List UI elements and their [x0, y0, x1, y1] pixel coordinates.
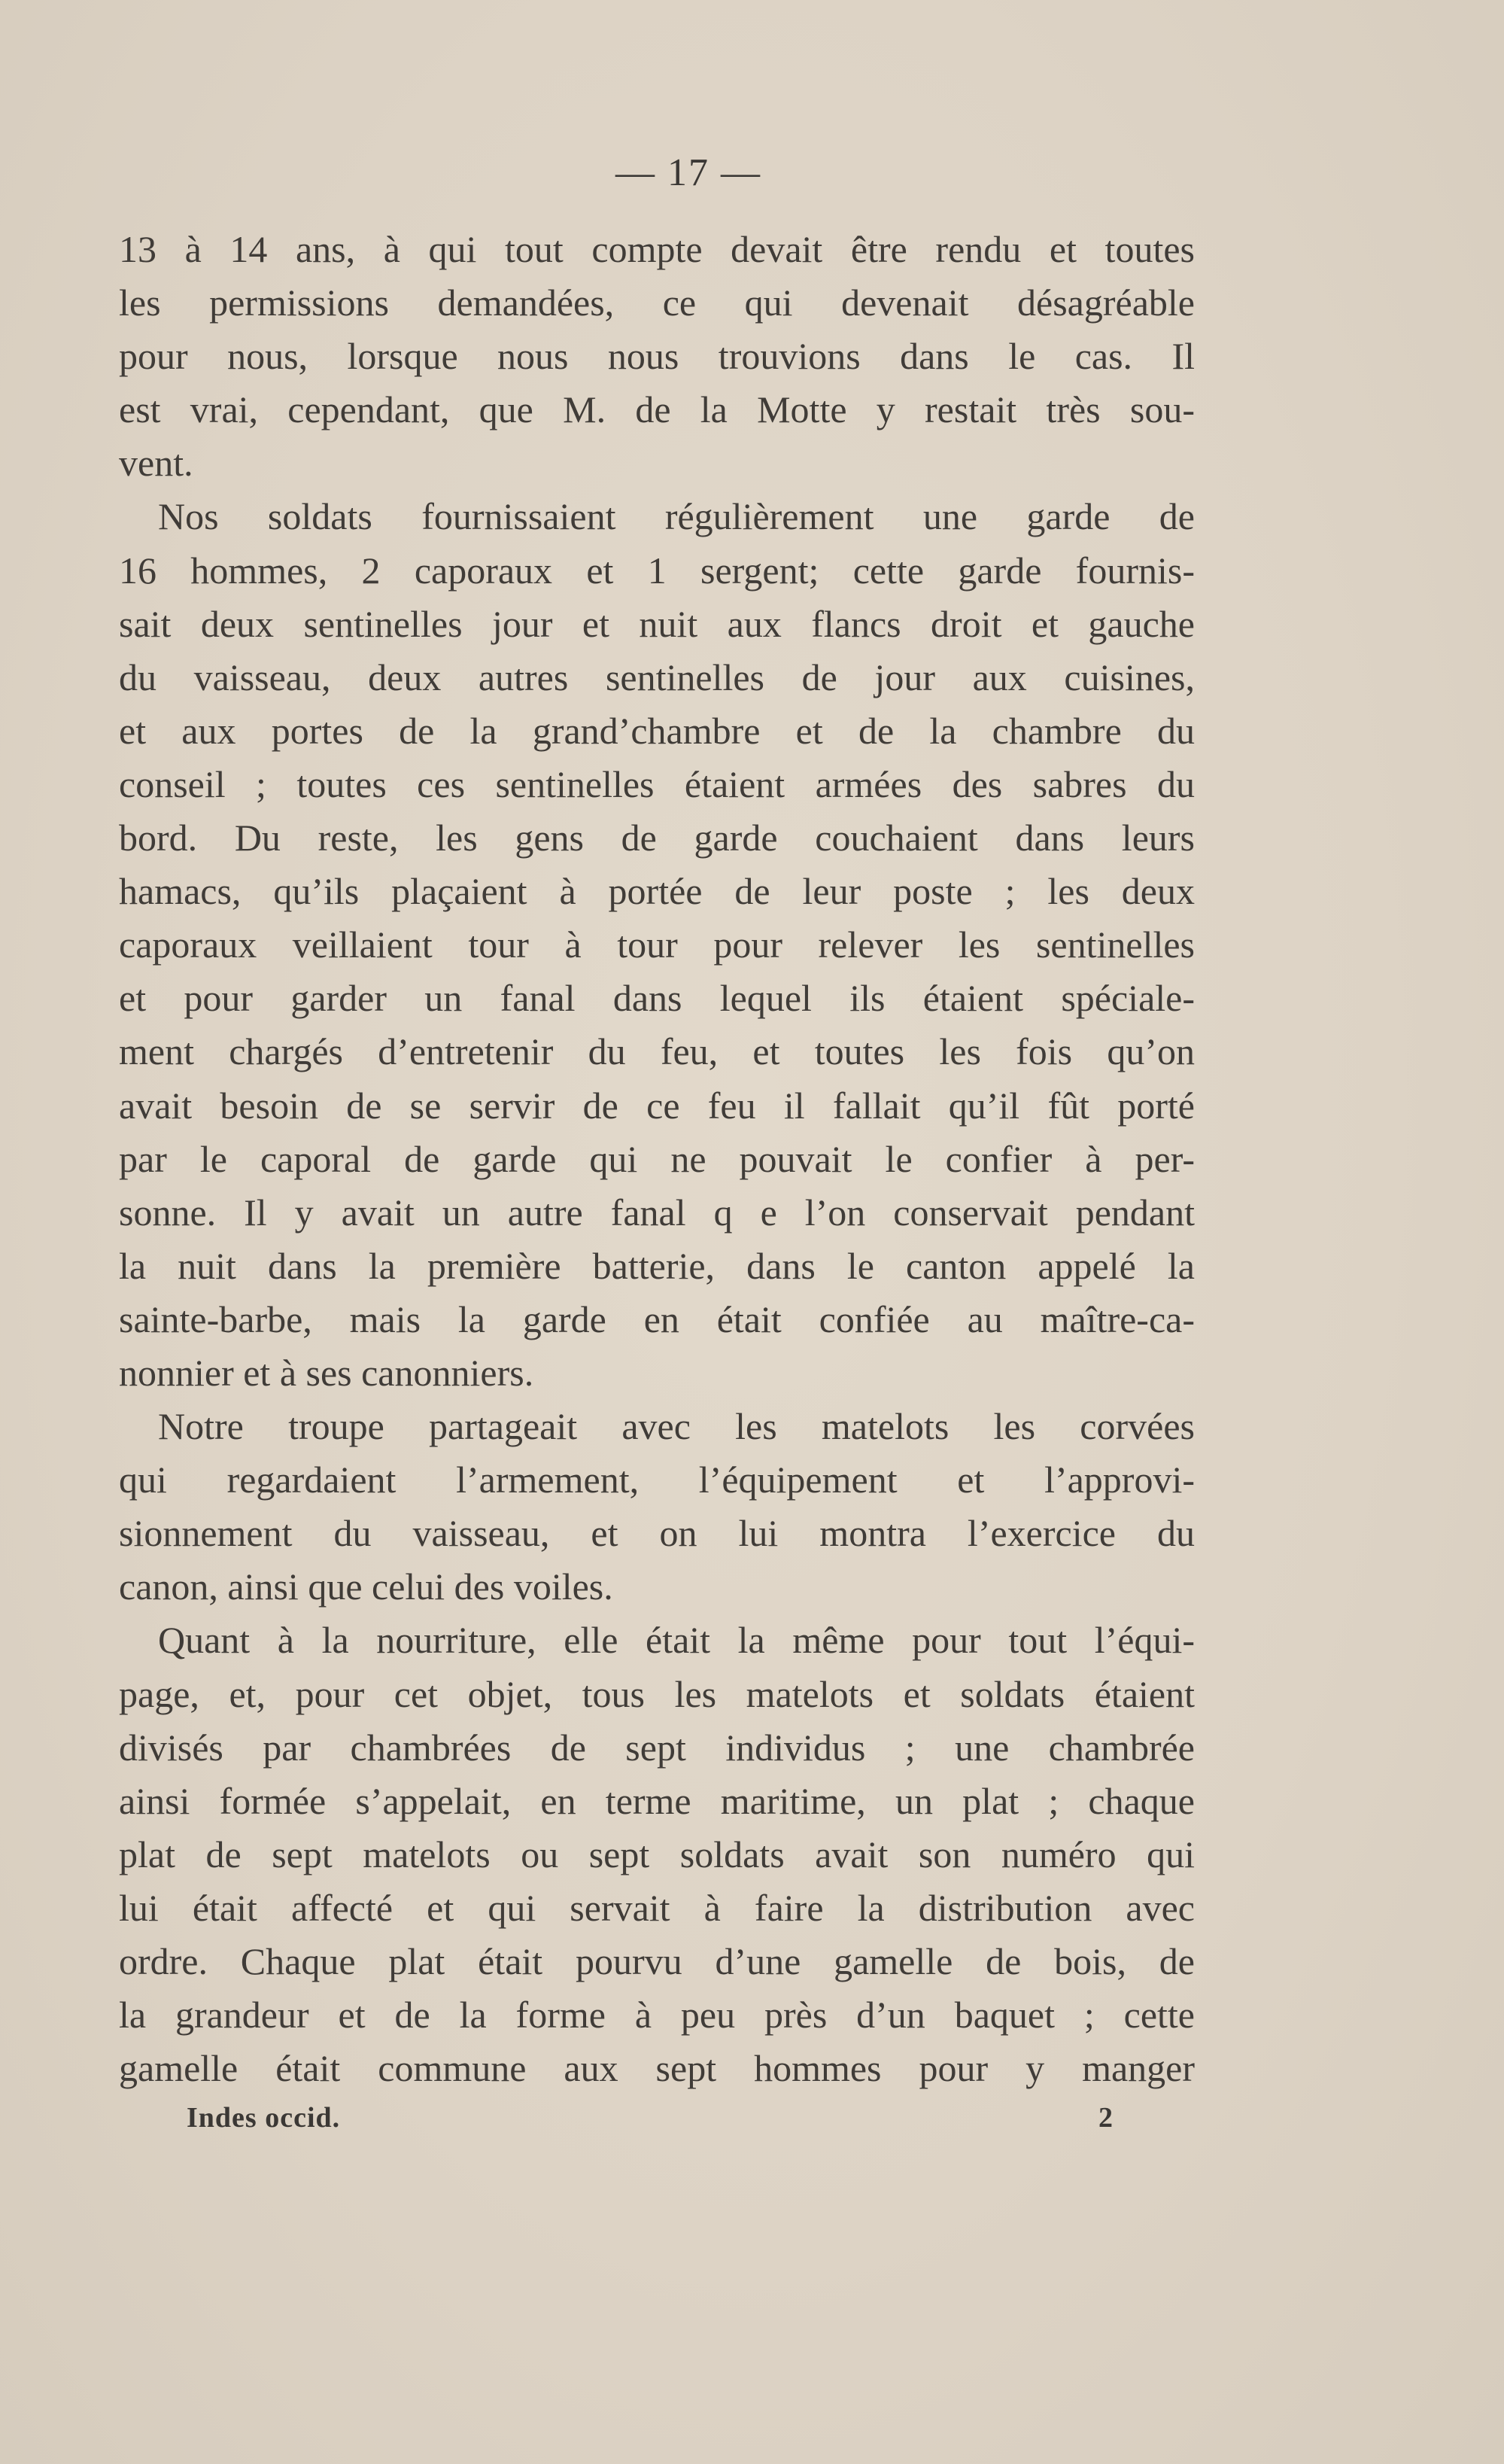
text-line: sionnement du vaisseau, et on lui montra l’exercice du	[119, 1512, 1195, 1555]
text-line: qui regardaient l’armement, l’équipement et l’approvi-	[119, 1459, 1195, 1501]
text-line: est vrai, cependant, que M. de la Motte y restait très sou-	[119, 388, 1195, 431]
text-line: canon, ainsi que celui des voiles.	[119, 1565, 613, 1608]
text-line: 13 à 14 ans, à qui tout compte devait être rendu et toutes	[119, 228, 1195, 270]
text-line: sonne. Il y avait un autre fanal q e l’on conservait pendant	[119, 1191, 1195, 1234]
text-line: la grandeur et de la forme à peu près d’un baquet ; cette	[119, 1994, 1195, 2037]
page-footer	[0, 2101, 1504, 2146]
text-line: du vaisseau, deux autres sentinelles de jour aux cuisines,	[119, 656, 1195, 698]
text-line: les permissions demandées, ce qui devenait désagréable	[119, 281, 1195, 324]
text-line: Quant à la nourriture, elle était la même pour tout l’équi-	[158, 1619, 1195, 1662]
text-line: ainsi formée s’appelait, en terme maritime, un plat ; chaque	[119, 1779, 1195, 1822]
text-line: divisés par chambrées de sept individus ; une chambrée	[119, 1726, 1195, 1769]
sheet-number: 2	[1098, 2102, 1113, 2134]
text-line: page, et, pour cet objet, tous les matelots et soldats étaient	[119, 1672, 1195, 1715]
text-line: sait deux sentinelles jour et nuit aux flancs droit et gauche	[119, 602, 1195, 645]
page-number: — 17 —	[615, 151, 761, 194]
text-line: et pour garder un fanal dans lequel ils étaient spéciale-	[119, 977, 1195, 1020]
text-line: pour nous, lorsque nous nous trouvions dans le cas. Il	[119, 335, 1195, 378]
printer-signature: Indes occid.	[187, 2102, 341, 2134]
text-line: lui était affecté et qui servait à faire la distribution avec	[119, 1886, 1195, 1929]
text-line: hamacs, qu’ils plaçaient à portée de leur poste ; les deux	[119, 870, 1195, 913]
text-line: 16 hommes, 2 caporaux et 1 sergent; cette garde fournis-	[119, 549, 1195, 592]
body-text	[119, 223, 1195, 2095]
text-line: ment chargés d’entretenir du feu, et toutes les fois qu’on	[119, 1030, 1195, 1073]
text-line: bord. Du reste, les gens de garde couchaient dans leurs	[119, 817, 1195, 859]
text-line: la nuit dans la première batterie, dans le canton appelé la	[119, 1244, 1195, 1287]
text-line: avait besoin de se servir de ce feu il fallait qu’il fût porté	[119, 1084, 1195, 1127]
text-line: gamelle était commune aux sept hommes pour y manger	[119, 2047, 1195, 2090]
text-line: Nos soldats fournissaient régulièrement une garde de	[158, 495, 1195, 538]
text-line: et aux portes de la grand’chambre et de la chambre du	[119, 709, 1195, 752]
text-line: Notre troupe partageait avec les matelots les corvées	[158, 1405, 1195, 1448]
text-line: plat de sept matelots ou sept soldats avait son numéro qui	[119, 1833, 1195, 1875]
text-line: vent.	[119, 442, 193, 485]
text-line: par le caporal de garde qui ne pouvait le confier à per-	[119, 1137, 1195, 1180]
text-line: sainte-barbe, mais la garde en était confiée au maître-ca-	[119, 1297, 1195, 1340]
text-line: conseil ; toutes ces sentinelles étaient armées des sabres du	[119, 762, 1195, 805]
text-line: caporaux veillaient tour à tour pour relever les sentinelles	[119, 923, 1195, 966]
text-line: ordre. Chaque plat était pourvu d’une gamelle de bois, de	[119, 1940, 1195, 1982]
text-line: nonnier et à ses canonniers.	[119, 1351, 534, 1394]
